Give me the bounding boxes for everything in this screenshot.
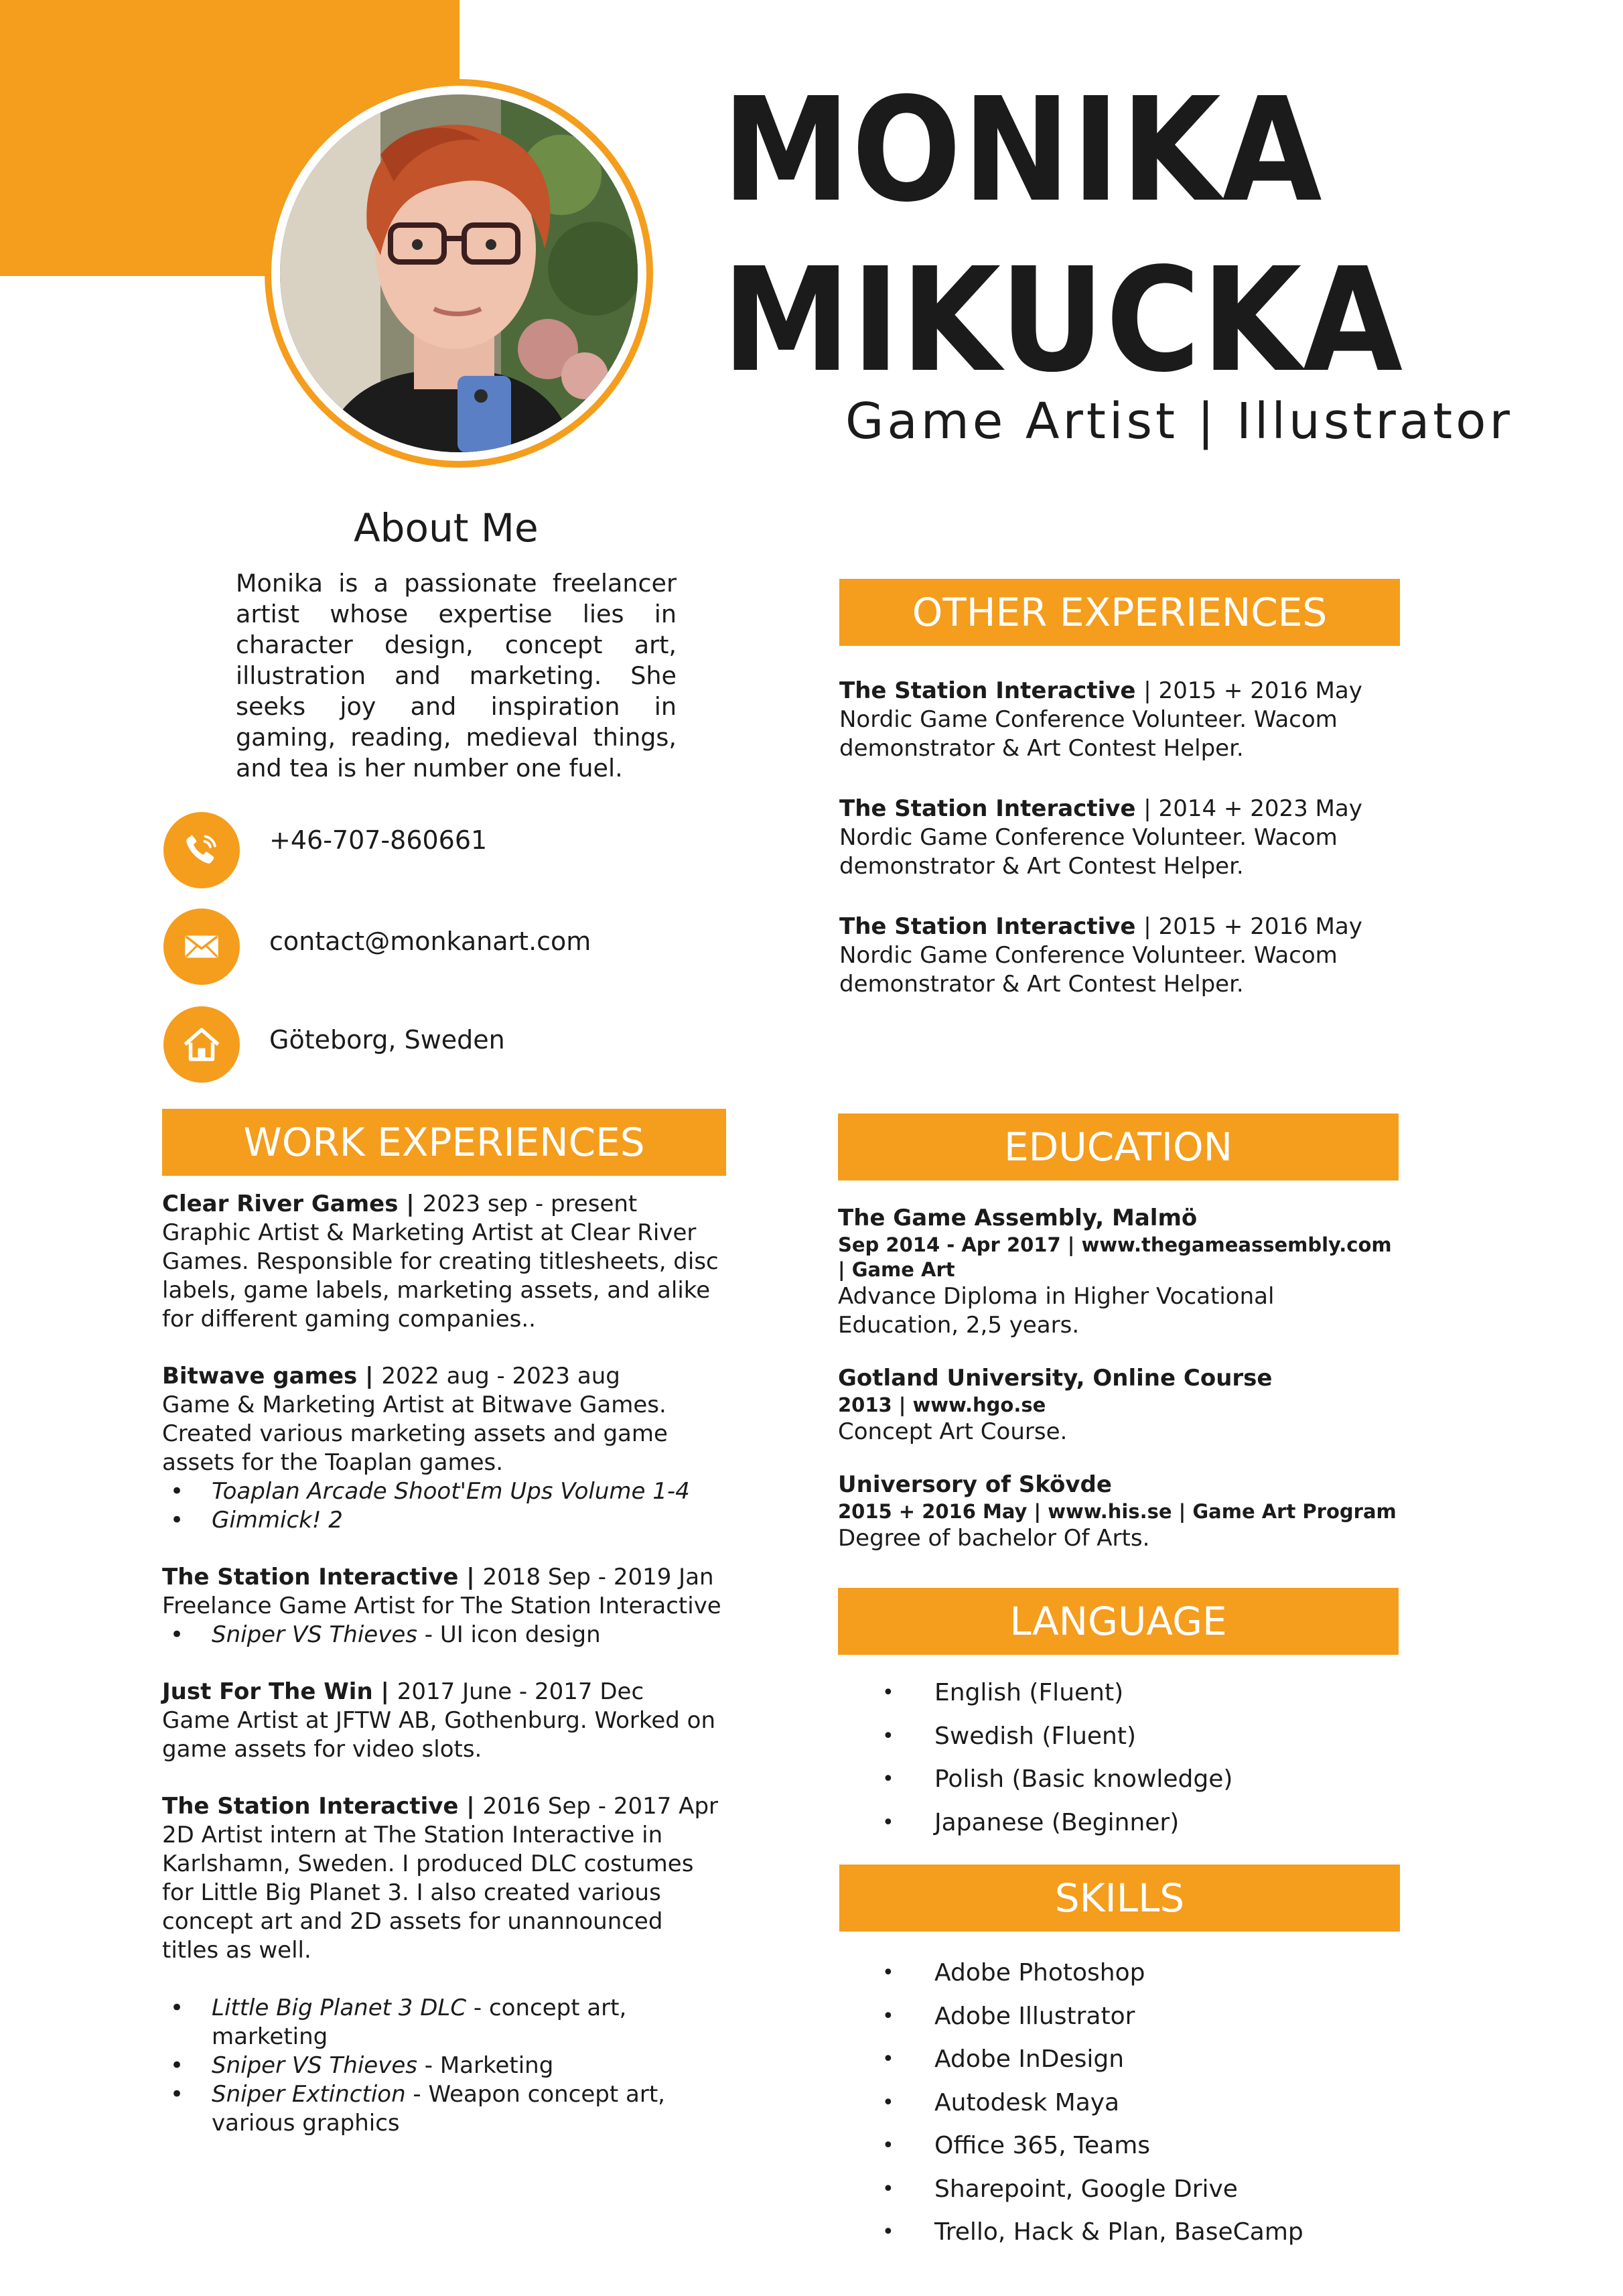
- education-list: [838, 1204, 1401, 1577]
- work-org: The Station Interactive |: [162, 1564, 475, 1591]
- language-list: [838, 1675, 1374, 1848]
- work-bullet-rest: - concept art, marketing: [212, 1995, 627, 2050]
- other-org: The Station Interactive: [839, 913, 1136, 940]
- house-icon: [163, 1006, 240, 1083]
- work-bullet-title: Toaplan Arcade Shoot'Em Ups Volume 1-4: [212, 1478, 690, 1505]
- skill-item: • Trello, Hack & Plan, BaseCamp: [838, 2214, 1374, 2258]
- about-text: Monika is a passionate freelancer artist whose expertise lies in character design, concept art, illustration and marketing. She seeks joy and inspiration in gaming, reading, medieval things, and tea is her number one fuel.: [236, 569, 677, 783]
- work-date: 2023 sep - present: [422, 1191, 638, 1217]
- work-bullet: [162, 1621, 725, 1649]
- language-item: • Swedish (Fluent): [838, 1718, 1374, 1762]
- work-bullet: [162, 2051, 725, 2080]
- other-org: The Station Interactive: [839, 795, 1136, 822]
- skill-item: • Autodesk Maya: [838, 2085, 1374, 2129]
- language-item: • Japanese (Beginner): [838, 1805, 1374, 1848]
- work-experience-item: [162, 1678, 725, 1764]
- house-icon-glyph: [180, 1022, 224, 1067]
- work-description: Game Artist at JFTW AB, Gothenburg. Worked on game assets for video slots.: [162, 1707, 715, 1763]
- work-experience-item: [162, 1563, 725, 1649]
- education-school: Gotland University, Online Course: [838, 1365, 1273, 1392]
- envelope-icon: [163, 908, 240, 985]
- location: Göteborg, Sweden: [269, 1025, 505, 1055]
- education-details: 2013 | www.hgo.se: [838, 1394, 1046, 1416]
- other-description: Nordic Game Conference Volunteer. Wacom demonstrator & Art Contest Helper.: [839, 824, 1338, 880]
- phone-icon-glyph: [180, 828, 224, 872]
- work-bullet-rest: - UI icon design: [417, 1621, 601, 1648]
- work-bullets: [162, 1994, 725, 2138]
- work-org: Bitwave games |: [162, 1363, 374, 1390]
- work-description: Graphic Artist & Marketing Artist at Clear River Games. Responsible for creating titlesheets, disc labels, game labels, marketing assets, and alike for different gaming companies..: [162, 1219, 719, 1333]
- work-bullets: [162, 1477, 725, 1535]
- work-org: Clear River Games |: [162, 1191, 415, 1217]
- first-name-heading: MONIKA: [722, 67, 1324, 234]
- work-date: 2017 June - 2017 Dec: [397, 1678, 644, 1705]
- job-title: Game Artist | Illustrator: [845, 393, 1513, 450]
- education-school: The Game Assembly, Malmö: [838, 1205, 1198, 1231]
- skill-item: • Adobe InDesign: [838, 2041, 1374, 2085]
- work-bullet-title: Gimmick! 2: [212, 1507, 343, 1534]
- work-experience-item: [162, 1792, 725, 2138]
- other-description: Nordic Game Conference Volunteer. Wacom demonstrator & Art Contest Helper.: [839, 706, 1338, 762]
- other-description: Nordic Game Conference Volunteer. Wacom demonstrator & Art Contest Helper.: [839, 942, 1338, 998]
- work-bullet: [162, 1506, 725, 1535]
- education-school: Universory of Skövde: [838, 1471, 1112, 1498]
- skill-item: • Sharepoint, Google Drive: [838, 2171, 1374, 2215]
- work-date: 2016 Sep - 2017 Apr: [482, 1793, 719, 1820]
- envelope-icon-glyph: [180, 925, 224, 969]
- language-heading: LANGUAGE: [838, 1588, 1399, 1655]
- work-bullet-title: Sniper VS Thieves: [212, 2052, 417, 2079]
- phone-number[interactable]: +46-707-860661: [269, 825, 488, 855]
- other-date: | 2015 + 2016 May: [1143, 677, 1362, 704]
- work-date: 2022 aug - 2023 aug: [381, 1363, 620, 1390]
- work-bullet-rest: - Weapon concept art, various graphics: [212, 2081, 665, 2137]
- work-bullet-title: Sniper VS Thieves: [212, 1621, 417, 1648]
- work-org: Just For The Win |: [162, 1678, 389, 1705]
- language-item: • English (Fluent): [838, 1675, 1374, 1718]
- last-name-heading: MIKUCKA: [722, 237, 1404, 404]
- work-date: 2018 Sep - 2019 Jan: [482, 1564, 714, 1591]
- work-bullet: [162, 1994, 725, 2051]
- skills-list: [838, 1955, 1374, 2258]
- work-experiences-list: [162, 1190, 725, 2166]
- education-details: 2015 + 2016 May | www.his.se | Game Art Program: [838, 1500, 1397, 1523]
- other-org: The Station Interactive: [839, 677, 1136, 704]
- other-date: | 2015 + 2016 May: [1143, 913, 1362, 940]
- work-bullet: [162, 2080, 725, 2138]
- work-experience-item: [162, 1190, 725, 1334]
- skills-heading: SKILLS: [839, 1865, 1400, 1932]
- work-experience-item: [162, 1362, 725, 1535]
- work-bullet-rest: - Marketing: [417, 2052, 554, 2079]
- work-bullet-title: Sniper Extinction: [212, 2081, 406, 2108]
- work-bullet: [162, 1477, 725, 1506]
- work-org: The Station Interactive |: [162, 1793, 475, 1820]
- profile-photo-illustration: [280, 94, 638, 452]
- education-item: [838, 1364, 1401, 1446]
- skill-item: • Adobe Photoshop: [838, 1955, 1374, 1999]
- phone-icon: [163, 812, 240, 888]
- other-experience-item: [839, 795, 1389, 881]
- other-experience-item: [839, 913, 1389, 999]
- education-details: Sep 2014 - Apr 2017 | www.thegameassembly.com | Game Art: [838, 1233, 1392, 1281]
- skill-item: • Office 365, Teams: [838, 2128, 1374, 2171]
- work-experiences-heading: WORK EXPERIENCES: [162, 1109, 726, 1176]
- work-bullet-title: Little Big Planet 3 DLC: [212, 1995, 467, 2021]
- education-item: [838, 1204, 1401, 1340]
- education-item: [838, 1471, 1401, 1553]
- other-date: | 2014 + 2023 May: [1143, 795, 1362, 822]
- language-item: • Polish (Basic knowledge): [838, 1761, 1374, 1805]
- education-description: Concept Art Course.: [838, 1418, 1068, 1445]
- email-address[interactable]: contact@monkanart.com: [269, 927, 591, 956]
- skill-item: • Adobe Illustrator: [838, 1999, 1374, 2042]
- work-description: Game & Marketing Artist at Bitwave Games. Created various marketing assets and game assets for the Toaplan games.: [162, 1392, 668, 1476]
- about-heading: About Me: [354, 505, 539, 551]
- work-bullets: [162, 1621, 725, 1649]
- other-experiences-list: [839, 677, 1389, 1030]
- other-experience-item: [839, 677, 1389, 763]
- education-description: Degree of bachelor Of Arts.: [838, 1525, 1150, 1552]
- profile-photo: [280, 94, 638, 452]
- work-description: Freelance Game Artist for The Station Interactive: [162, 1593, 721, 1619]
- education-heading: EDUCATION: [838, 1113, 1399, 1180]
- other-experiences-heading: OTHER EXPERIENCES: [839, 579, 1400, 646]
- education-description: Advance Diploma in Higher Vocational Education, 2,5 years.: [838, 1283, 1275, 1339]
- work-description: 2D Artist intern at The Station Interactive in Karlshamn, Sweden. I produced DLC costumes for Little Big Planet 3. I also created various concept art and 2D assets for unannounced titles as well.: [162, 1822, 694, 1964]
